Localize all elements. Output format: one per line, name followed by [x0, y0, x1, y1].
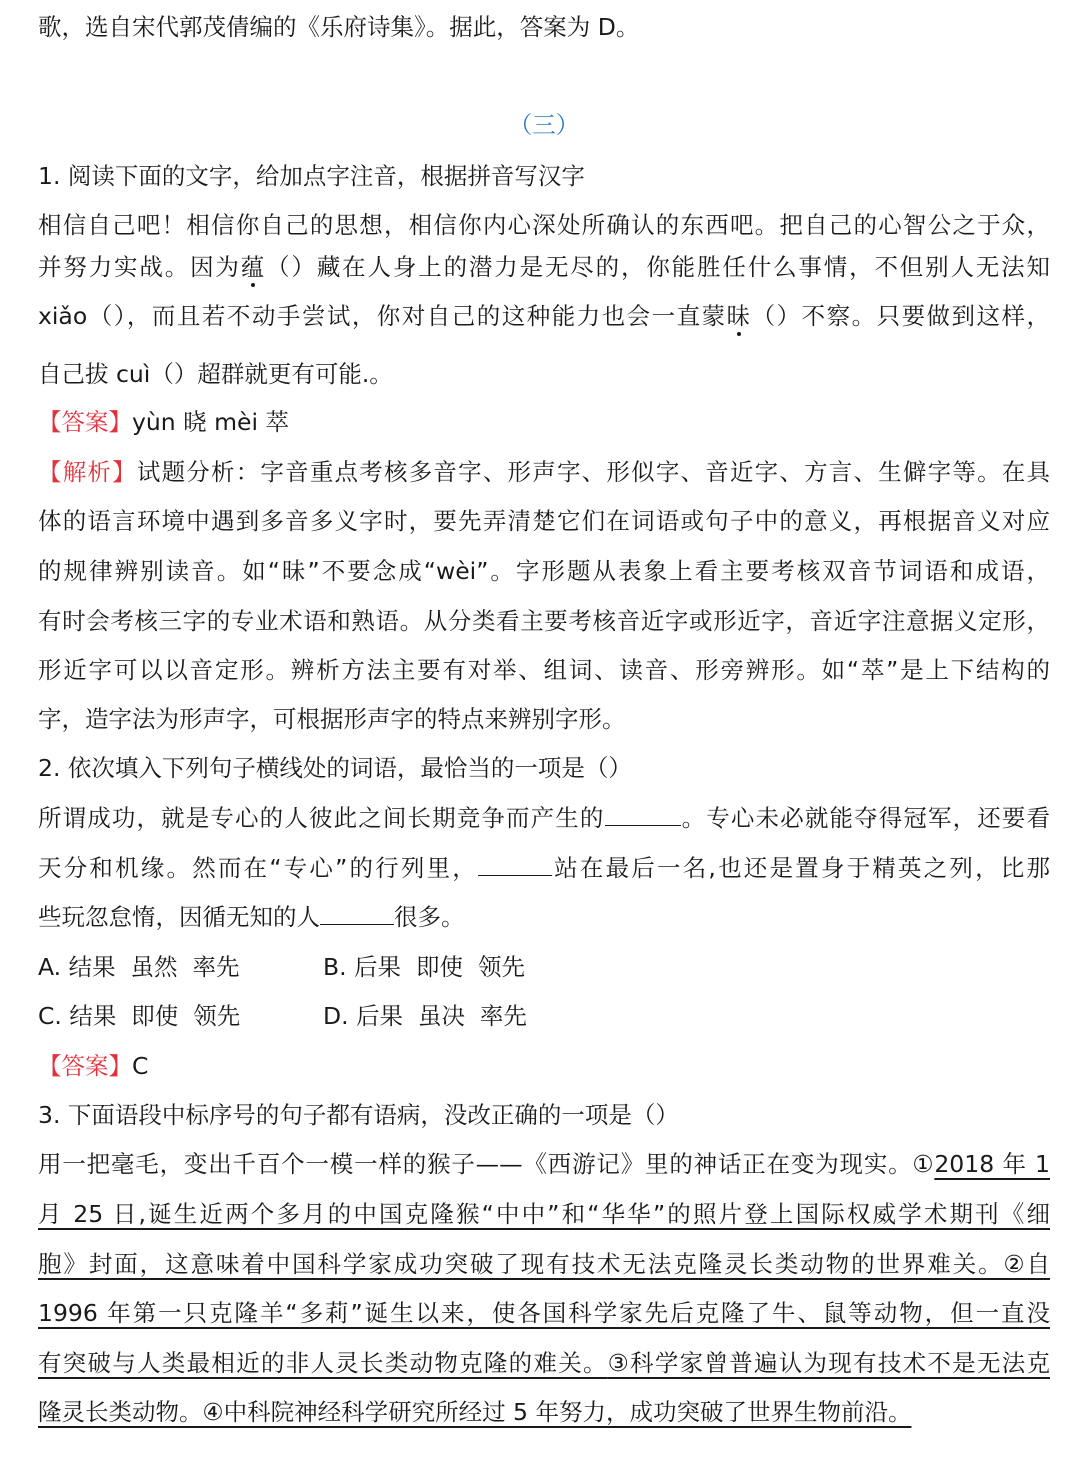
q2-answer: 【答案】C — [38, 1052, 149, 1080]
carryover-line: 歌，选自宋代郭茂倩编的《乐府诗集》。据此，答案为 D。 — [38, 13, 640, 41]
option-d: D. 后果 虽决 率先 — [323, 1002, 527, 1030]
question-3-prompt: 3. 下面语段中标序号的句子都有语病，没改正确的一项是（） — [38, 1101, 679, 1129]
q1-analysis-line-4: 有时会考核三字的专业术语和熟语。从分类看主要考核音近字或形近字，音近字注意据义定形， — [38, 607, 1050, 635]
q3-passage-line-1: 用一把毫毛，变出千百个一模一样的猴子——《西游记》里的神话正在变为现实。①2018 年 1 — [38, 1150, 1050, 1178]
option-a: A. 结果 虽然 率先 — [38, 953, 240, 981]
q1-answer: 【答案】yùn 晓 mèi 萃 — [38, 408, 289, 436]
q1-analysis-line-2: 体的语言环境中遇到多音多义字时，要先弄清楚它们在词语或句子中的意义，再根据音义对应 — [38, 507, 1050, 535]
q1-passage-line-2: 并努力实战。因为蕴（）藏在人身上的潜力是无尽的，你能胜任什么事情，不但别人无法知 — [38, 253, 1051, 281]
question-1-prompt: 1. 阅读下面的文字，给加点字注音，根据拼音写汉字 — [38, 162, 585, 190]
answer-label: 【答案】 — [38, 408, 132, 436]
q1-analysis-line-6: 字，造字法为形声字，可根据形声字的特点来辨别字形。 — [38, 705, 626, 733]
fill-blank-3 — [320, 902, 394, 925]
q2-options-row-2 — [38, 996, 1050, 1036]
q2-passage-line-2: 天分和机缘。然而在“专心”的行列里， 站在最后一名,也还是置身于精英之列，比那 — [38, 854, 1050, 882]
q3-passage-line-3: 胞》封面，这意味着中国科学家成功突破了现有技术无法克隆灵长类动物的世界难关。②自 — [38, 1250, 1050, 1278]
q1-analysis-line-5: 形近字可以以音定形。辨析方法主要有对举、组词、读音、形旁辨形。如“萃”是上下结构的 — [38, 656, 1050, 684]
q1-analysis-line-3: 的规律辨别读音。如“昧”不要念成“wèi”。字形题从表象上看主要考核双音节词语和成语， — [38, 557, 1050, 585]
q2-passage-line-3: 些玩忽怠惰，因循无知的人 很多。 — [38, 903, 465, 931]
dotted-char-mei: 昧 — [726, 302, 752, 330]
q2-passage-line-1: 所谓成功，就是专心的人彼此之间长期竞争而产生的 。专心未必就能夺得冠军，还要看 — [38, 804, 1051, 832]
fill-blank-1 — [605, 803, 681, 826]
answer-label: 【答案】 — [38, 1052, 132, 1080]
analysis-label: 【解析】 — [38, 458, 137, 486]
section-title: （三） — [508, 111, 580, 139]
dotted-char-yun: 蕴 — [240, 253, 267, 281]
q1-passage-line-1: 相信自己吧！相信你自己的思想，相信你内心深处所确认的东西吧。把自己的心智公之于众， — [38, 211, 1050, 239]
option-c: C. 结果 即使 领先 — [38, 1002, 241, 1030]
q3-passage-line-6: 隆灵长类动物。④中科院神经科学研究所经过 5 年努力，成功突破了世界生物前沿。 — [38, 1398, 912, 1426]
q1-passage-line-4: 自己拔 cuì（）超群就更有可能.。 — [38, 360, 393, 388]
q3-passage-line-4: 1996 年第一只克隆羊“多莉”诞生以来，使各国科学家先后克隆了牛、鼠等动物，但一直没 — [38, 1299, 1050, 1327]
q3-passage-line-5: 有突破与人类最相近的非人灵长类动物克隆的难关。③科学家曾普遍认为现有技术不是无法克 — [38, 1349, 1050, 1377]
q3-passage-line-2: 月 25 日,诞生近两个多月的中国克隆猴“中中”和“华华”的照片登上国际权威学术期刊《细 — [38, 1200, 1050, 1228]
question-2-prompt: 2. 依次填入下列句子横线处的词语，最恰当的一项是（） — [38, 754, 632, 782]
q1-passage-line-3: xiǎo（），而且若不动手尝试，你对自己的这种能力也会一直蒙昧（）不察。只要做到这样， — [38, 302, 1051, 330]
fill-blank-2 — [478, 853, 552, 876]
q1-analysis-line-1: 【解析】试题分析：字音重点考核多音字、形声字、形似字、音近字、方言、生僻字等。在具 — [38, 458, 1051, 486]
option-b: B. 后果 即使 领先 — [323, 953, 525, 981]
q2-options-row-1 — [38, 947, 1050, 987]
